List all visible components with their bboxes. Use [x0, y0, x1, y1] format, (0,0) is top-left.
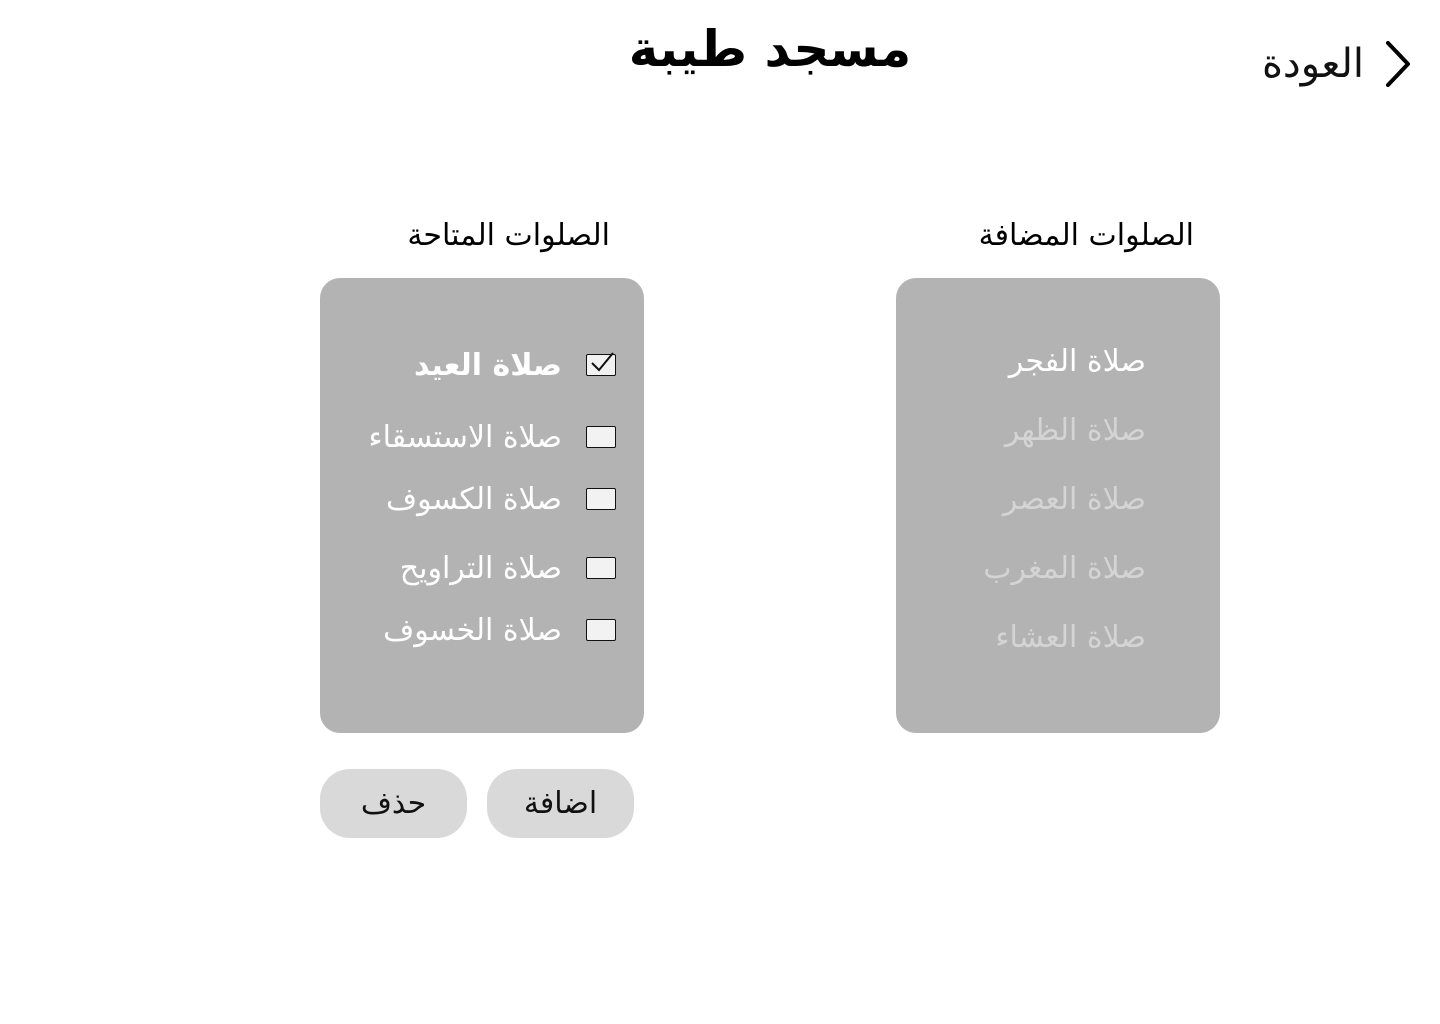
available-prayers-heading: الصلوات المتاحة: [407, 218, 610, 253]
available-item-label: صلاة التراويح: [399, 550, 562, 586]
available-item-label: صلاة الكسوف: [385, 481, 562, 517]
delete-button[interactable]: حذف: [320, 769, 467, 838]
checkbox[interactable]: [586, 557, 616, 579]
added-item-asr[interactable]: صلاة العصر: [1002, 482, 1146, 517]
checkbox[interactable]: [586, 619, 616, 641]
checkbox[interactable]: [586, 488, 616, 510]
available-item-istisqa[interactable]: [369, 415, 616, 459]
added-item-fajr[interactable]: صلاة الفجر: [1008, 344, 1146, 379]
added-prayers-heading: الصلوات المضافة: [978, 218, 1194, 253]
checkmark-icon: [589, 351, 615, 375]
added-item-isha[interactable]: صلاة العشاء: [995, 620, 1146, 655]
available-item-eid[interactable]: [414, 343, 616, 387]
back-label: العودة: [1261, 41, 1364, 87]
page-title-wrapper: [0, 20, 1440, 100]
available-item-kusuf[interactable]: [386, 477, 616, 521]
added-prayers-panel: [896, 278, 1220, 733]
checkbox[interactable]: [586, 426, 616, 448]
available-item-label: صلاة العيد: [414, 347, 562, 383]
page-title: مسجد طيبة: [628, 20, 912, 78]
available-item-label: صلاة الخسوف: [383, 612, 562, 648]
available-item-label: صلاة الاستسقاء: [368, 419, 562, 455]
available-item-khusuf[interactable]: [383, 608, 616, 652]
available-item-tarawih[interactable]: [400, 546, 616, 590]
added-item-dhuhr[interactable]: صلاة الظهر: [1004, 413, 1146, 448]
checkbox-checked[interactable]: [586, 354, 616, 376]
available-prayers-panel: [320, 278, 644, 733]
added-item-maghrib[interactable]: صلاة المغرب: [983, 551, 1146, 586]
add-button[interactable]: اضافة: [487, 769, 634, 838]
